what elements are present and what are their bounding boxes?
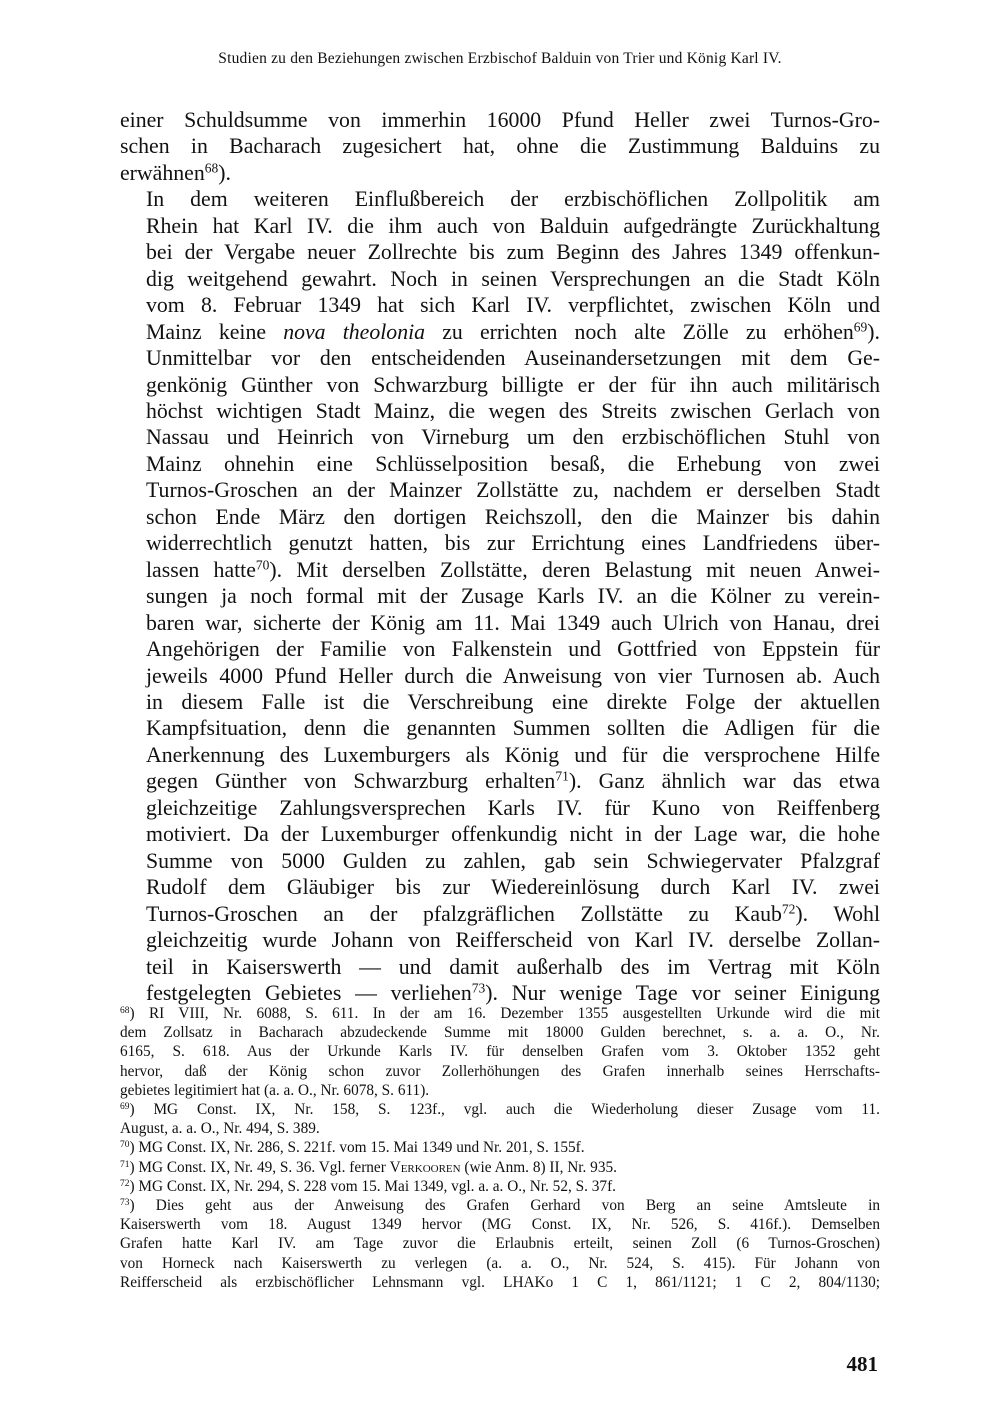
footnote-line: August, a. a. O., Nr. 494, S. 389. bbox=[120, 1120, 320, 1138]
footnote-mark: 71 bbox=[120, 1159, 130, 1170]
text-line: schon Ende März den dortigen Reichszoll, den die Mainzer bis dahin bbox=[146, 504, 880, 529]
text-line: dig weitgehend gewahrt. Noch in seinen Versprechungen an die Stadt Köln bbox=[146, 266, 880, 291]
text-line: Angehörigen der Familie von Falkenstein und Gottfried von Eppstein für bbox=[146, 637, 880, 662]
text-line: baren war, sicherte der König am 11. Mai 1349 auch Ulrich von Hanau, drei bbox=[146, 610, 880, 635]
footnote-71 bbox=[120, 1158, 880, 1177]
main-text bbox=[120, 107, 880, 1006]
footnote-mark: 69 bbox=[120, 1101, 130, 1112]
paragraph-2 bbox=[120, 186, 880, 1006]
text-line: lassen hatte$^{70}$). Mit derselben Zollstätte, deren Belastung mit neuen Anwei- bbox=[146, 557, 881, 582]
text-line: genkönig Günther von Schwarzburg billigte er der für ihn auch militärisch bbox=[146, 372, 880, 397]
footnote-mark: 73 bbox=[120, 1197, 130, 1208]
text-line: Anerkennung des Luxemburgers als König und für die versprochene Hilfe bbox=[146, 742, 880, 767]
footnote-line: $^{71}$) MG Const. IX, Nr. 49, S. 36. Vgl. ferner Verkooren (wie Anm. 8) II, Nr. 935. bbox=[120, 1158, 617, 1176]
footnote-mark: 72 bbox=[120, 1178, 130, 1189]
text-line: einer Schuldsumme von immerhin 16000 Pfund Heller zwei Turnos-Gro- bbox=[120, 108, 880, 132]
text-line: Summe von 5000 Gulden zu zahlen, gab sein Schwiegervater Pfalzgraf bbox=[146, 848, 880, 873]
footnote-ref-69: 69 bbox=[853, 319, 868, 335]
text-line: Mainz keine nova theolonia zu errichten noch alte Zölle zu erhöhen$^{69}$). bbox=[146, 319, 880, 344]
footnote-line: $^{69}$) MG Const. IX, Nr. 158, S. 123f., vgl. auch die Wiederholung dieser Zusage vom 11. bbox=[120, 1101, 880, 1119]
text-line: vom 8. Februar 1349 hat sich Karl IV. verpflichtet, zwischen Köln und bbox=[146, 293, 880, 318]
footnote-line: dem Zollsatz in Bacharach abzudeckende Summe mit 18000 Gulden berechnet, s. a. a. O., Nr. bbox=[120, 1024, 880, 1042]
text-line: Rhein hat Karl IV. die ihm auch von Balduin aufgedrängte Zurückhaltung bbox=[146, 213, 880, 238]
paragraph-1 bbox=[120, 107, 880, 186]
footnote-line: 6165, S. 618. Aus der Urkunde Karls IV. für denselben Grafen vom 3. Oktober 1352 geht bbox=[120, 1043, 880, 1061]
footnote-69 bbox=[120, 1100, 880, 1138]
footnote-mark: 70 bbox=[120, 1140, 130, 1151]
text-line: widerrechtlich genutzt hatten, bis zur Errichtung eines Landfriedens über- bbox=[146, 531, 880, 556]
text-line: gegen Günther von Schwarzburg erhalten$^{71}$). Ganz ähnlich war das etwa bbox=[146, 768, 880, 794]
footnote-line: Kaiserswerth vom 18. August 1349 hervor (MG Const. IX, Nr. 526, S. 416f.). Demselben bbox=[120, 1216, 880, 1234]
page-number: 481 bbox=[846, 1352, 878, 1376]
footnotes bbox=[120, 1004, 880, 1292]
text-line: schen in Bacharach zugesichert hat, ohne die Zustimmung Balduins zu bbox=[120, 134, 880, 159]
text-line: Turnos-Groschen an der pfalzgräflichen Zollstätte zu Kaub$^{72}$). Wohl bbox=[146, 901, 880, 926]
footnote-line: hervor, daß der König schon zuvor Zollerhöhungen des Grafen innerhalb seines Herrschafts- bbox=[120, 1062, 880, 1080]
footnote-ref-70: 70 bbox=[255, 557, 270, 573]
text-line: Turnos-Groschen an der Mainzer Zollstätte zu, nachdem er derselben Stadt bbox=[146, 478, 880, 503]
footnote-70 bbox=[120, 1138, 880, 1157]
text-line: erwähnen$^{68}$). bbox=[120, 160, 231, 185]
footnote-line: Grafen hatte Karl IV. am Tage zuvor die Erlaubnis erteilt, seinen Zoll (6 Turnos-Groschen) bbox=[120, 1235, 880, 1253]
text-line: In dem weiteren Einflußbereich der erzbischöflichen Zollpolitik am bbox=[146, 187, 880, 212]
footnote-line: $^{73}$) Dies geht aus der Anweisung des Grafen Gerhard von Berg an seine Amtsleute in bbox=[120, 1197, 880, 1215]
footnote-line: von Horneck nach Kaiserswerth zu verlegen (a. a. O., Nr. 524, S. 415). Für Johann von bbox=[120, 1254, 880, 1272]
footnote-72 bbox=[120, 1177, 880, 1196]
text-line: gleichzeitige Zahlungsversprechen Karls IV. für Kuno von Reiffenberg bbox=[146, 795, 880, 820]
text-line: motiviert. Da der Luxemburger offenkundig nicht in der Lage war, die hohe bbox=[146, 822, 880, 847]
footnote-line: Reifferscheid als erzbischöflicher Lehnsmann vgl. LHAKo 1 C 1, 861/1121; 1 C 2, 804/1130; bbox=[120, 1273, 880, 1291]
text-line: jeweils 4000 Pfund Heller durch die Anweisung von vier Turnosen ab. Auch bbox=[146, 663, 880, 688]
footnote-line: $^{70}$) MG Const. IX, Nr. 286, S. 221f. vom 15. Mai 1349 und Nr. 201, S. 155f. bbox=[120, 1139, 585, 1157]
footnote-ref-72: 72 bbox=[781, 901, 796, 917]
footnote-line: $^{68}$) RI VIII, Nr. 6088, S. 611. In der am 16. Dezember 1355 ausgestellten Urkunde wird die mit bbox=[120, 1005, 880, 1022]
footnote-68 bbox=[120, 1004, 880, 1100]
footnote-ref-73: 73 bbox=[471, 980, 486, 996]
text-line: gleichzeitig wurde Johann von Reifferscheid von Karl IV. derselbe Zollan- bbox=[146, 928, 880, 953]
text-line: höchst wichtigen Stadt Mainz, die wegen des Streits zwischen Gerlach von bbox=[146, 398, 880, 423]
latin-term: nova theolonia bbox=[283, 319, 426, 344]
footnote-ref-71: 71 bbox=[555, 768, 569, 784]
text-line: festgelegten Gebietes — verliehen$^{73}$). Nur wenige Tage vor seiner Einigung bbox=[146, 980, 880, 1005]
text-line: in diesem Falle ist die Verschreibung eine direkte Folge der aktuellen bbox=[146, 689, 880, 714]
footnote-mark: 68 bbox=[120, 1005, 130, 1016]
text-line: Nassau und Heinrich von Virneburg um den erzbischöflichen Stuhl von bbox=[146, 425, 880, 450]
footnote-ref-68: 68 bbox=[204, 160, 219, 176]
running-head: Studien zu den Beziehungen zwischen Erzbischof Balduin von Trier und König Karl IV. bbox=[218, 50, 782, 67]
author-name: Verkooren bbox=[389, 1158, 461, 1176]
text-line: Kampfsituation, denn die genannten Summen sollten die Adligen für die bbox=[146, 716, 880, 741]
text-line: bei der Vergabe neuer Zollrechte bis zum Beginn des Jahres 1349 offenkun- bbox=[146, 240, 880, 265]
text-line: sungen ja noch formal mit der Zusage Karls IV. an die Kölner zu verein- bbox=[146, 584, 880, 609]
text-line: Mainz ohnehin eine Schlüsselposition besaß, die Erhebung von zwei bbox=[146, 451, 880, 476]
text-line: Rudolf dem Gläubiger bis zur Wiedereinlösung durch Karl IV. zwei bbox=[146, 875, 880, 900]
text-line: teil in Kaiserswerth — und damit außerhalb des im Vertrag mit Köln bbox=[146, 954, 880, 979]
footnote-line: gebietes legitimiert hat (a. a. O., Nr. 6078, S. 611). bbox=[120, 1081, 430, 1099]
footnote-73 bbox=[120, 1196, 880, 1292]
text-line: Unmittelbar vor den entscheidenden Auseinandersetzungen mit dem Ge- bbox=[146, 346, 880, 371]
footnote-line: $^{72}$) MG Const. IX, Nr. 294, S. 228 vom 15. Mai 1349, vgl. a. a. O., Nr. 52, S. 37f. bbox=[120, 1177, 616, 1195]
